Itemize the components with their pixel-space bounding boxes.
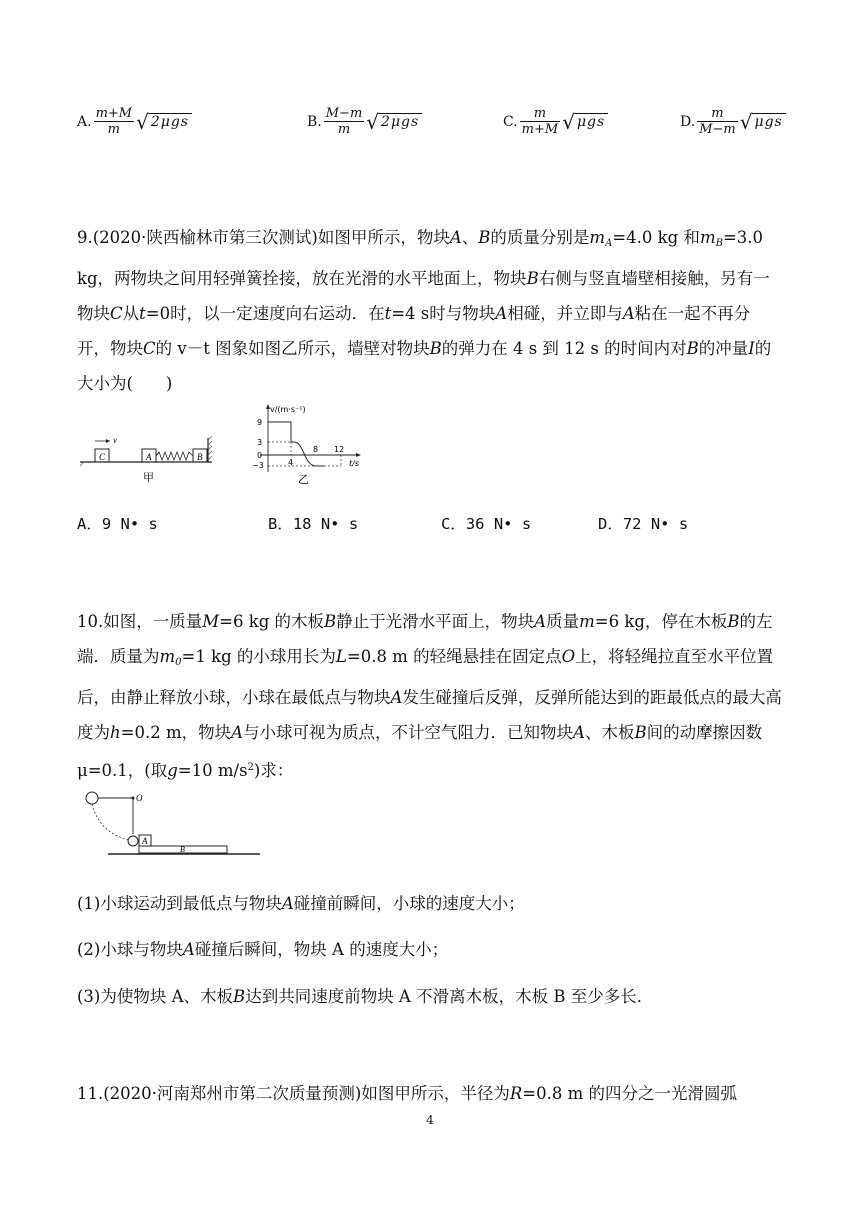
- choice-label: B.: [307, 113, 322, 130]
- ball-start: [86, 792, 98, 804]
- board-b-label: B: [180, 845, 185, 854]
- block-a-label: A: [146, 452, 152, 462]
- ball-bottom: [128, 836, 138, 846]
- choice-label: A.: [77, 113, 92, 130]
- block-c-label: C: [99, 452, 106, 462]
- fraction: $\frac{M-m}{m}$: [325, 106, 363, 137]
- x-tick-4: 4: [288, 458, 294, 467]
- swing-path: [92, 804, 130, 840]
- q8-choice-a: [77, 106, 192, 137]
- y-tick-3: 3: [257, 438, 263, 447]
- q9-option-a: A．9 N• s: [77, 515, 158, 533]
- figure-jia-caption: 甲: [143, 471, 154, 484]
- x-axis-label: t/s: [349, 459, 359, 468]
- q8-choice-d: [680, 106, 786, 137]
- choice-label: D.: [680, 113, 696, 130]
- sqrt-expression: √ 2μgs: [366, 110, 422, 134]
- q8-choice-c: [503, 106, 608, 137]
- velocity-label: v: [113, 435, 117, 445]
- y-axis-label: v/(m·s⁻¹): [270, 405, 306, 414]
- block-a-label: A: [142, 836, 148, 846]
- velocity-curve: [268, 422, 298, 442]
- question-10-text: 10.如图，一质量M=6 kg 的木板B静止于光滑水平面上，物块A质量m=6 kg，停在木板B的左端．质量为$m_0=1$ kg 的小球用长为L=0.8 m 的轻绳悬挂在固定点O上，将轻绳拉直至水平位置后，由静止释放小球，小球在最低点与物块A发生碰撞后反弹，反弹所能达到的距最低点的最大高度为h=0.2 m，物块A与小球可视为质点，不计空气阻力．已知物块A、木板B间的动摩擦因数 μ=0.1，(取g=10 $m/s^2$)求：: [77, 612, 782, 780]
- velocity-curve-path: [268, 422, 324, 466]
- choice-label: C.: [503, 113, 518, 130]
- q9-option-d: D．72 N• s: [598, 515, 689, 533]
- q9-option-c: C．36 N• s: [441, 515, 532, 533]
- page-number: 4: [426, 1113, 434, 1127]
- sqrt-expression: √ μgs: [562, 110, 608, 134]
- pivot-label: O: [136, 793, 143, 803]
- x-tick-8: 8: [313, 445, 319, 454]
- q10-part-3: (3)为使物块 A、木板B达到共同速度前物块 A 不滑离木板，木板 B 至少多长．: [77, 987, 654, 1006]
- y-tick-0: 0: [257, 451, 263, 460]
- figure-yi: [246, 400, 376, 488]
- pivot: [132, 797, 135, 800]
- fraction: $\frac{m}{m+M}$: [521, 106, 559, 137]
- floor-hatching: [80, 462, 84, 466]
- q10-part-1: (1)小球运动到最低点与物块A碰撞前瞬间，小球的速度大小；: [77, 894, 525, 913]
- q10-part-2: (2)小球与物块A碰撞后瞬间，物块 A 的速度大小；: [77, 940, 449, 959]
- x-tick-12: 12: [334, 445, 345, 454]
- q9-option-b: B．18 N• s: [268, 515, 359, 533]
- fraction: $\frac{m+M}{m}$: [95, 106, 133, 137]
- sqrt-expression: √ μgs: [740, 110, 786, 134]
- spring: [156, 452, 193, 460]
- fraction: $\frac{m}{M-m}$: [699, 106, 736, 137]
- sqrt-expression: √ 2μgs: [136, 110, 192, 134]
- figure-yi-caption: 乙: [298, 473, 309, 486]
- y-tick-minus3: −3: [252, 461, 264, 470]
- question-11-text: 11.(2020·河南郑州市第二次质量预测)如图甲所示，半径为R=0.8 m 的四分之一光滑圆弧: [77, 1084, 737, 1103]
- figure-jia: [80, 430, 220, 488]
- y-tick-9: 9: [257, 418, 263, 427]
- block-b-label: B: [197, 452, 203, 462]
- figure-q10: [78, 788, 268, 860]
- q8-choice-b: [307, 106, 422, 137]
- question-9-text: 9.(2020·陕西榆林市第三次测试)如图甲所示，物块A、B的质量分别是$m_A=4.0$ kg 和$m_B=3.0$ kg，两物块之间用轻弹簧拴接，放在光滑的水平地面上，物块B右侧与竖直墙壁相接触，另有一物块C从t=0时，以一定速度向右运动．在t=4 s时与物块A相碰，并立即与A粘在一起不再分开，物块C的 v－t 图象如图乙所示，墙壁对物块B的弹力在 4 s 到 12 s 的时间内对B的冲量I的大小为( ): [77, 228, 772, 393]
